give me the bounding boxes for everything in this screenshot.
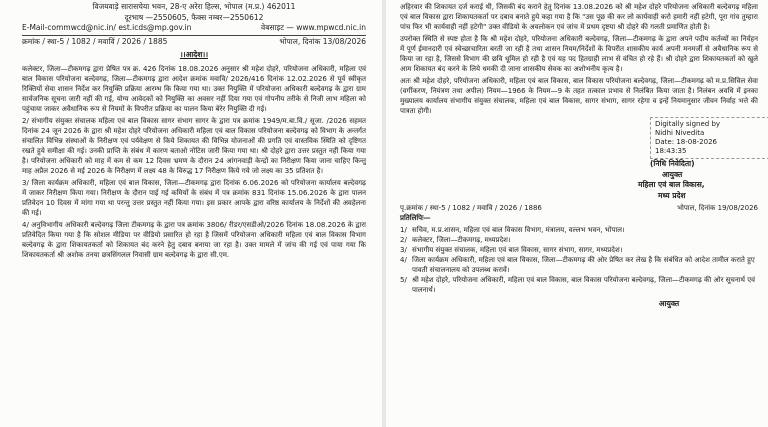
left-header-block bbox=[0, 0, 382, 260]
left-para-4: 4/ अनुविभागीय अधिकारी बल्देवगढ़ जिला टीकमगढ़ के द्वारा पत्र क्रमांक 3806/ रीडर/एसडीओ/2026 दिनांक 18.08.2026 के द्वारा प्रतिवेदित किया गया है कि सोशल मीडिया पर वीडियो प्रसारित हो रहा है जिसमें परियोजना अधिकारी महिला एवं बाल विकास विभाग बल्देवगढ़ के द्वारा शिकायतकर्ता को शिकायत बंद करने हेतु दबाव बनाया जा रहा है। उक्त मामले में जांच की गई एवं पाया गया कि शिकायतकर्ता श्री अशोक तनया छत्रसिंगलल निवासी ग्राम बल्देवगढ़ के द्वारा सी.एम. bbox=[22, 220, 366, 259]
left-para-3: 3/ जिला कार्यक्रम अधिकारी, महिला एवं बाल विकास, जिला—टीकमगढ़ द्वारा दिनांक 6.06.2026 को परियोजना कार्यालय बल्देवगढ़ में जाकर निरीक्षण किया गया। निरीक्षण के दौरान पाई गई कमियों के संबंध में पत्र क्रमांक 831 दिनांक 15.06.2026 के द्वारा पालन प्रतिवेदन 10 दिवस में मांगा गया था परन्तु उत्तर प्रस्तुत नहीं किया गया। इस प्रकार आपके द्वारा वरिष्ठ कार्यालय के निर्देशों की अवहेलना की गई। bbox=[22, 178, 366, 217]
copy-item bbox=[400, 255, 758, 275]
copy-item-text: संभागीय संयुक्त संचालक, महिला एवं बाल विकास, सागर संभाग, सागर, मध्यप्रदेश। bbox=[412, 246, 623, 254]
signature-line-1: Digitally signed by bbox=[655, 120, 721, 128]
email-line: E-Mail-commwcd@nic.in/ est.icds@mp.gov.in bbox=[22, 23, 192, 32]
copy-item bbox=[400, 275, 758, 295]
ref-row bbox=[22, 37, 366, 48]
signatory-title-3: मध्य प्रदेश bbox=[658, 190, 686, 200]
copy-item-number: 4/ bbox=[400, 256, 407, 264]
signature-line-4: 18:43:35 bbox=[655, 147, 687, 155]
website-line: वेबसाइट — www.mpwcd.nic.in bbox=[261, 23, 366, 32]
copy-item bbox=[400, 235, 758, 245]
digital-signature-box bbox=[650, 117, 768, 159]
footer-commissioner: आयुक्त bbox=[658, 299, 680, 308]
signatory-name: (निधि निवेदिता) bbox=[650, 159, 695, 168]
copy-item-text: श्री महेश दोहरे, परियोजना अधिकारी, महिला एवं बाल विकास, बाल विकास परियोजना बल्देवगढ़, जिला—टीकमगढ़ की ओर सूचनार्थ एवं पालनार्थ। bbox=[412, 276, 756, 294]
copy-item-number: 5/ bbox=[400, 276, 407, 284]
ref-date: भोपाल, दिनांक 13/08/2026 bbox=[279, 36, 366, 46]
signatory-title-2: महिला एवं बाल विकास, bbox=[638, 180, 705, 189]
copy-item-number: 2/ bbox=[400, 236, 407, 244]
copy-item-number: 3/ bbox=[400, 246, 407, 254]
copy-ref-date: भोपाल, दिनांक 19/08/2026 bbox=[677, 204, 758, 212]
copy-item-text: कलेक्टर, जिला—टीकमगढ़, मध्यप्रदेश। bbox=[412, 236, 511, 244]
signature-line-2: Nidhi Nivedita bbox=[655, 129, 705, 137]
copy-item bbox=[400, 225, 758, 235]
copy-ref-row bbox=[400, 203, 758, 213]
order-title: ।।आदेश।। bbox=[179, 50, 209, 59]
copy-item bbox=[400, 245, 758, 255]
header-line-3-row bbox=[22, 23, 366, 34]
copy-to-label: प्रतिलिपिः— bbox=[400, 214, 431, 222]
copy-list bbox=[400, 225, 758, 295]
ref-number: क्रमांक / स्था-5 / 1082 / मवाविं / 2026 / 1885 bbox=[22, 36, 168, 46]
copy-ref-number: पृ.क्रमांक / स्था-5 / 1082 / मवावि / 2026 / 1886 bbox=[400, 204, 542, 212]
left-para-1: कलेक्टर, जिला—टीकमगढ़ द्वारा प्रेषित पत्र क्र. 426 दिनांक 18.08.2026 अनुसार श्री महेश दोहरे, परियोजना अधिकारी, महिला एवं बाल विकास परियोजना बल्देवगढ़, जिला—टीकमगढ़ द्वारा आदेश क्रमांक मवावि/ 2026/416 दिनांक 12.02.2026 से पूर्व स्वीकृत रिक्तियों सेवा शासन निर्देश कर नियुक्ति प्रक्रिया आरम्भ कि किया गया था। उक्त नियुक्ति में परियोजना अधिकारी बल्देवगढ़ के द्वारा ग्राम सार्वजनिक सूचना जारी नहीं की गई, योग्य आवेदकों को नियुक्ति का अवसर नहीं दिया गया एवं गोपनीय तरीके से निजी लाभ महिला को पहुंचाया जाकर अवैधानिक रूप से नियमों के विपरीत प्रक्रिया का पालन किया बेरेर नियुक्ति दी गई। bbox=[22, 64, 366, 113]
signatory-title-1: आयुक्त bbox=[662, 169, 683, 179]
right-document-page bbox=[386, 0, 768, 427]
copy-item-text: जिला कार्यक्रम अधिकारी, महिला एवं बाल विकास, जिला—टीकमगढ़ की ओर प्रेषित कर लेख है कि संबंधित को आदेश तामील कराते हुए पावती संचालनालय को उपलब्ध करावें। bbox=[412, 256, 755, 274]
right-para-2: उपरोक्त स्थिति से स्पष्ट होता है कि श्री महेश दोहरे, परियोजना अधिकारी बल्देवगढ़, जिला—टीकमगढ़ के द्वारा अपने पदीय कर्तव्यों का निर्वहन में पूर्ण ईमानदारी एवं स्वेच्छाचारिता बरती जा रही है तथा शासन नियम/निर्देशों के विपरीत शासकीय कार्य अपनी मनमर्जी से अवैधानिक रूप से किया जा रहा है, जिससे विभाग की छवि धूमिल हो रही है एवं यह पद हितग्राही लाभ से वंचित हो रहे हैं। श्री दोहरे द्वारा शिकायतकर्ता को खुले आम शिकायत बंद करने के लिये धमकी दी जाना शासकीय सेवक का अशोभनीय कृत्य है। bbox=[400, 35, 758, 73]
left-para-2: 2/ संभागीय संयुक्त संचालक महिला एवं बाल विकास सागर संभाग सागर के द्वारा पत्र क्रमांक 1949/म.बा.वि./ सूजा. /2026 सहमत दिनांक 24 जून 2026 के द्वारा श्री महेश दोहरे परियोजना अधिकारी महिला एवं बाल विकास परियोजना बल्देवगढ़ को विभाग के अन्तर्गत संचालित विभिन्न संस्थाओं के निरीक्षण एवं पर्यवेक्षण से किये शिकायत की विभिन्न योजनाओं की प्रगति एवं वास्तविक स्थिति को दृष्टिगत रखते हुये समीक्षा की गई। उनकी प्राप्ति के संबंध में कारण बताओ नोटिस जारी किया गया था। श्री दोहरे द्वारा उत्तर प्रस्तुत नहीं किया गया है। परियोजना अधिकारी को माह में कम से कम 12 दिवस भ्रमण के दौरान 24 आंगनवाड़ी केन्द्रों का निरीक्षण किया जाना चाहिए किन्तु माह अप्रैल 2026 से मई 2026 के निरीक्षण में लक्ष्य 48 के विरुद्ध 17 निरीक्षण किये गये जो लक्ष्य का 35 प्रतिशत है। bbox=[22, 116, 366, 175]
copy-item-text: सचिव, म.प्र.शासन, महिला एवं बाल विकास विभाग, मंत्रालय, वल्लभ भवन, भोपाल। bbox=[412, 226, 625, 234]
signature-line-3: Date: 18-08-2026 bbox=[655, 138, 717, 146]
right-content-block bbox=[386, 0, 768, 310]
header-line-2: दूरभाष —2550605, फैक्स नम्बर—2550612 bbox=[124, 12, 264, 22]
header-divider bbox=[22, 35, 366, 36]
copy-item-number: 1/ bbox=[400, 226, 407, 234]
left-document-page bbox=[0, 0, 382, 427]
header-line-1: विजयवाड़े सारासचेया भवन, 28-ए अरेरा हिल्स, भोपाल (म.प्र.) 462011 bbox=[92, 2, 296, 11]
right-para-1: अहिरवार की शिकायत दर्ज कराई थी, जिसकी बंद कराने हेतु दिनांक 13.08.2026 को श्री महेश दोहरे परियोजना अधिकारी बल्देवगढ़ महिला एवं बाल विकास द्वारा शिकायतकर्ता पर दबाव बनाते हुये कहा गया है कि "उस पूछ की कर लो कार्यवाही करो हमारी नहीं हटेगी, पूरा गांव तुम्हारा पांच फिर भी कार्यवाही नहीं हटेगी" उक्त वीडियो के अवलोकन एवं जांच में प्रथम दृष्टया श्री दोहरे की गलती प्रमाणित होती है। bbox=[400, 3, 758, 31]
right-para-3: अतः श्री महेश दोहरे, परियोजना अधिकारी, महिला एवं बाल विकास, बाल विकास परियोजना बल्देवगढ़, जिला—टीकमगढ़ को म.प्र.सिविल सेवा (वर्गीकरण, नियंत्रण तथा अपील) नियम—1966 के नियम—9 के तहत तत्काल प्रभाव से निलंबित किया जाता है। निलंबन अवधि में इनका मुख्यालय कार्यालय संभागीय संयुक्त संचालक, महिला एवं बाल विकास, सागर संभाग, सागर रहेगा व इन्हें नियमानुसार जीवन निर्वाह भत्ते की पात्रता होगी। bbox=[400, 77, 758, 115]
